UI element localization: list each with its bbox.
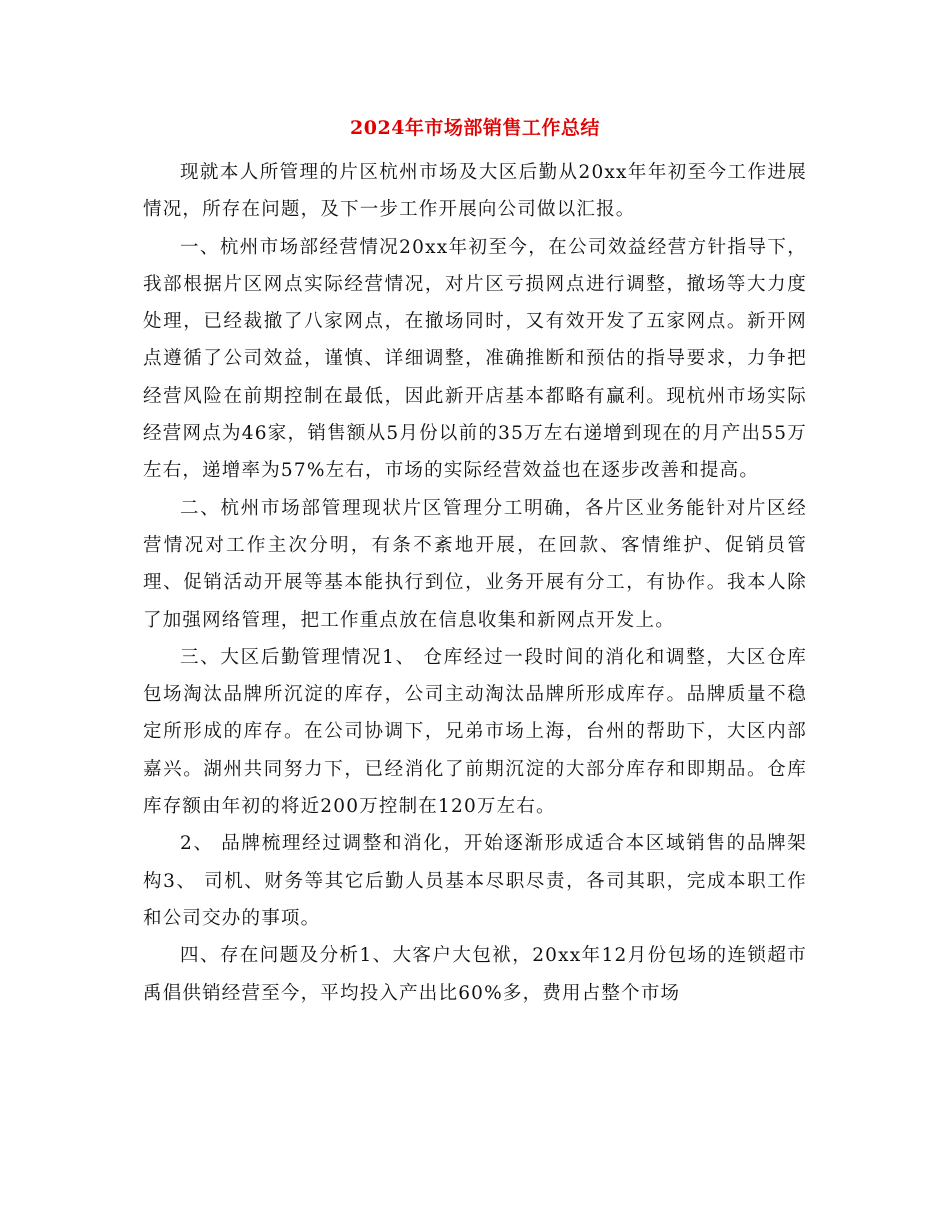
document-body — [143, 154, 807, 1012]
document-title: 2024年市场部销售工作总结 — [350, 117, 600, 139]
paragraph-section-3: 三、大区后勤管理情况1、 仓库经过一段时间的消化和调整，大区仓库包场淘汰品牌所沉淀的库存，公司主动淘汰品牌所形成库存。品牌质量不稳定所形成的库存。在公司协调下，兄弟市场上海，台州的帮助下，大区内部嘉兴。湖州共同努力下，已经消化了前期沉淀的大部分库存和即期品。仓库库存额由年初的将近200万控制在120万左右。 — [143, 646, 807, 818]
paragraph-section-3-cont: 2、 品牌梳理经过调整和消化，开始逐渐形成适合本区域销售的品牌架构3、 司机、财务等其它后勤人员基本尽职尽责，各司其职，完成本职工作和公司交办的事项。 — [143, 833, 807, 929]
paragraph-section-1: 一、杭州市场部经营情况20xx年初至今，在公司效益经营方针指导下，我部根据片区网点实际经营情况，对片区亏损网点进行调整，撤场等大力度处理，已经裁撤了八家网点，在撤场同时，又有效开发了五家网点。新开网点遵循了公司效益，谨慎、详细调整，准确推断和预估的指导要求，力争把经营风险在前期控制在最低，因此新开店基本都略有赢利。现杭州市场实际经营网点为46家，销售额从5月份以前的35万左右递增到现在的月产出55万左右，递增率为57%左右，市场的实际经营效益也在逐步改善和提高。 — [143, 236, 807, 482]
paragraph-section-2: 二、杭州市场部管理现状片区管理分工明确，各片区业务能针对片区经营情况对工作主次分明，有条不紊地开展，在回款、客情维护、促销员管理、促销活动开展等基本能执行到位，业务开展有分工，有协作。我本人除了加强网络管理，把工作重点放在信息收集和新网点开发上。 — [143, 497, 807, 631]
paragraph-intro: 现就本人所管理的片区杭州市场及大区后勤从20xx年年初至今工作进展情况，所存在问题，及下一步工作开展向公司做以汇报。 — [143, 162, 807, 221]
paragraph-section-4: 四、存在问题及分析1、大客户大包袱，20xx年12月份包场的连锁超市禹倡供销经营至今，平均投入产出比60%多，费用占整个市场 — [143, 945, 807, 1004]
